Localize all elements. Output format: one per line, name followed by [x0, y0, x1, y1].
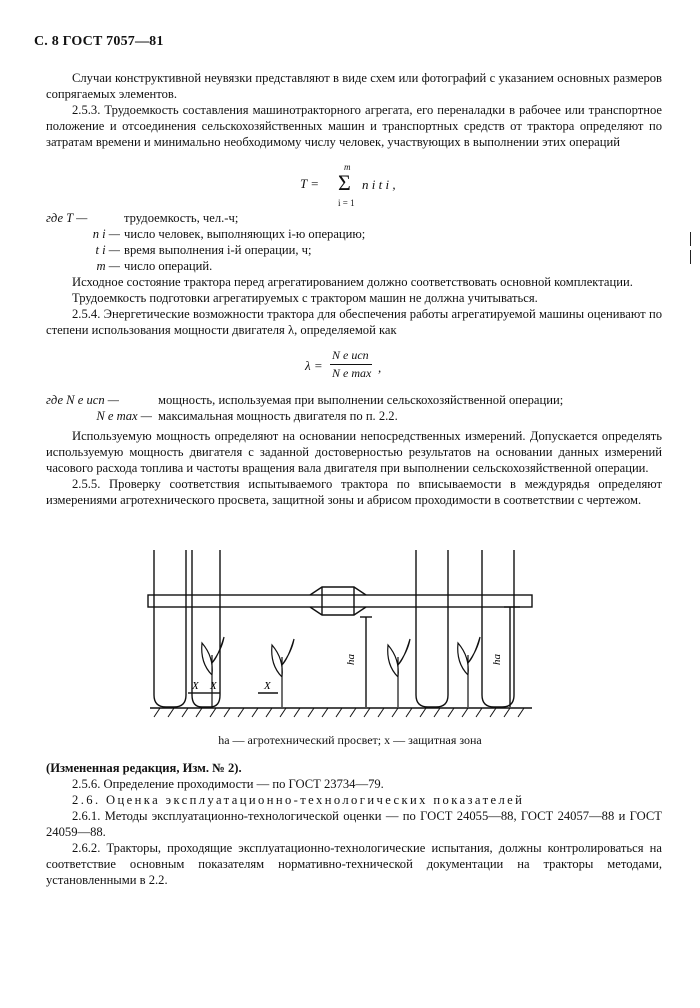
sum-lower-limit: i = 1 — [338, 198, 355, 208]
legend-row: где N e исп — мощность, используемая при выполнении сельскохозяйственной операции; — [46, 393, 564, 407]
formula-lhs: T = — [300, 176, 320, 191]
formula-tail: , — [378, 360, 382, 375]
plant — [458, 637, 480, 707]
paragraph-block-4 — [46, 760, 662, 888]
wheel-right-outer — [482, 550, 514, 707]
paragraph-1 — [46, 70, 662, 150]
protective-zone-label: X — [210, 680, 217, 692]
formula-1-legend — [46, 210, 365, 274]
paragraph-text: Исходное состояние трактора перед агрегатированием должно соответствовать основной комплектации. — [72, 275, 633, 289]
legend-row: m — число операций. — [96, 259, 213, 273]
protective-zone-label: X — [264, 680, 271, 692]
clearance-label: ha — [345, 654, 357, 665]
section-2-5-5: 2.5.5. Проверку соответствия испытываемого трактора по вписываемости в междурядья определяют измерениями агротехнического просвета, защитной зоны и абрисом проходимости в соответствии с чертежом. — [46, 477, 662, 507]
page-header: С. 8 ГОСТ 7057—81 — [34, 34, 164, 49]
section-2-5-4: 2.5.4. Энергетические возможности трактора для обеспечения работы агрегатируемой машины оценивают по степени использования мощности двигателя λ, определяемой как — [46, 307, 662, 337]
paragraph-text: Используемую мощность определяют на основании непосредственных измерений. Допускается определять используемую мощность двигателя с заданной достоверностью результатов на основании данных измерений часового расхода топлива и частоты вращения вала двигателя при выполнении сельскохозяйственной операции. — [46, 429, 662, 475]
legend-row: n i — число человек, выполняющих i-ю операцию; — [92, 227, 366, 241]
fraction-bar — [330, 364, 372, 365]
formula-denominator: N e max — [332, 366, 372, 380]
legend-row: N e max — максимальная мощность двигателя по п. 2.2. — [96, 409, 398, 423]
sum-sign: Σ — [338, 170, 351, 195]
section-2-5-3: 2.5.3. Трудоемкость составления машинотракторного агрегата, его переналадки в рабочее или транспортное положение и отсоединения сельскохозяйственных машин и транспортных средств от трактора определяют по затратам времени и минимально необходимому числу человек, участвующих в выполнении этих операций — [46, 103, 662, 149]
wheel-right-inner — [416, 550, 448, 707]
formula-labor-intensity — [300, 176, 319, 192]
section-2-6-2: 2.6.2. Тракторы, проходящие эксплуатационно-технологические испытания, должны контролироваться на соответствие основным показателям нормативно-технической документации на тракторы методами, установленными в 2.2. — [46, 841, 662, 887]
axle — [148, 595, 532, 607]
section-2-6-1: 2.6.1. Методы эксплуатационно-технологической оценки — по ГОСТ 24055—88, ГОСТ 24057—88 и ГОСТ 24059—88. — [46, 809, 662, 839]
plant — [388, 639, 410, 707]
protective-zone-label: X — [192, 680, 199, 692]
paragraph-text: Случаи конструктивной неувязки представляют в виде схем или фотографий с указанием основных размеров сопрягаемых элементов. — [46, 71, 662, 101]
plant — [272, 639, 294, 707]
section-2-6-heading: 2.6. Оценка эксплуатационно-технологических показателей — [72, 793, 525, 807]
section-2-5-6: 2.5.6. Определение проходимости — по ГОСТ 23734—79. — [72, 777, 384, 791]
figure-caption: hа — агротехнический просвет; x — защитная зона — [218, 733, 482, 747]
legend-row: t i — время выполнения i-й операции, ч; — [95, 243, 312, 257]
formula-power-ratio-lhs: λ = — [305, 358, 323, 373]
margin-mark — [690, 250, 691, 264]
formula-numerator: N e исп — [332, 348, 369, 362]
paragraph-text: Трудоемкость подготовки агрегатируемых с трактором машин не должна учитываться. — [72, 291, 538, 305]
paragraph-block-3 — [46, 428, 662, 508]
margin-mark — [690, 232, 691, 246]
wheel-left-outer — [154, 550, 186, 707]
formula-2-legend — [46, 392, 563, 424]
sum-term: n i t i , — [362, 177, 396, 192]
sum-upper-limit: m — [344, 162, 351, 172]
legend-row: где T — трудоемкость, чел.-ч; — [46, 211, 239, 225]
amendment-note: (Измененная редакция, Изм. № 2). — [46, 761, 242, 775]
paragraph-block-2 — [46, 274, 662, 338]
clearance-diagram — [140, 545, 540, 725]
clearance-label: ha — [491, 654, 503, 665]
